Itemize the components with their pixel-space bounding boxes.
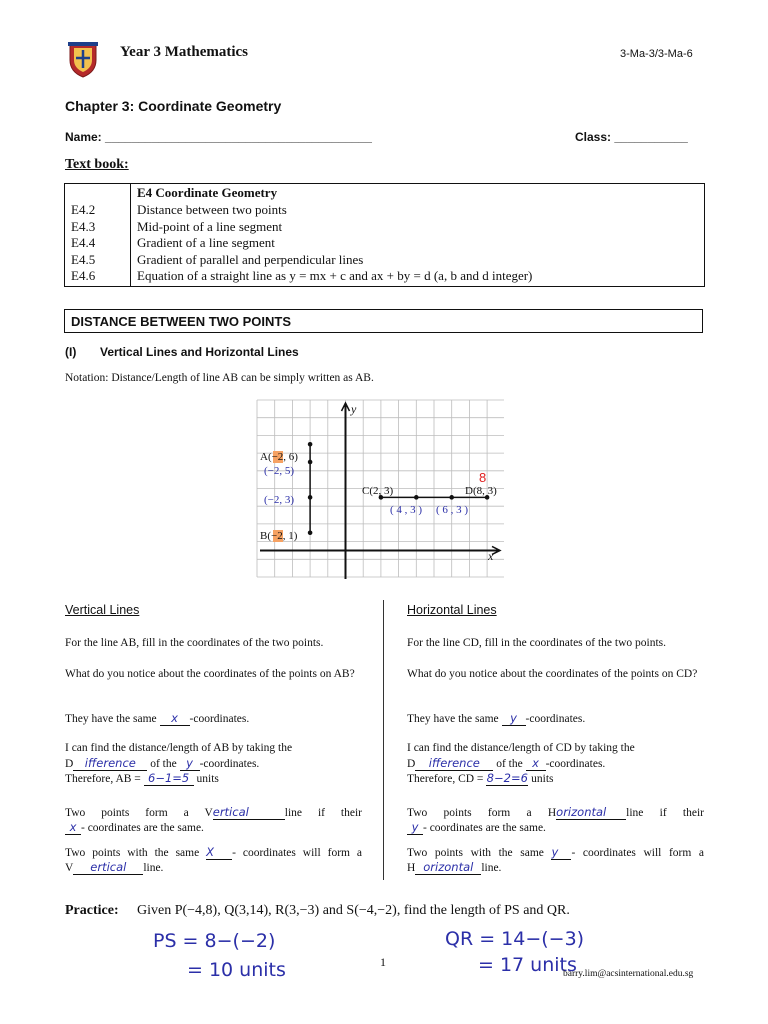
horizontal-p7-answer2[interactable]: orizontal [415, 860, 481, 875]
point-mid1 [414, 495, 419, 500]
name-field-label: Name: ________________________________________ [65, 130, 372, 144]
vertical-p6 [65, 805, 362, 835]
chapter-title: Chapter 3: Coordinate Geometry [65, 98, 282, 114]
vertical-p4-end: -coordinates. [199, 758, 260, 770]
textbook-heading: E4 Coordinate Geometry [137, 185, 278, 200]
textbook-code: E4.4 [71, 235, 96, 250]
x-axis-label: x [488, 549, 494, 563]
point-b [308, 530, 313, 535]
vertical-p4-of: of the [150, 758, 177, 770]
horizontal-p6-b: line if their [626, 807, 704, 819]
vertical-p4-answer2[interactable]: y [180, 756, 200, 771]
horizontal-p5-a: Therefore, CD = [407, 773, 484, 785]
vertical-p3-answer[interactable]: x [160, 711, 190, 726]
textbook-topic: Mid-point of a line segment [137, 218, 283, 234]
horizontal-p7 [407, 845, 704, 875]
vertical-p7-a: Two points with the same [65, 847, 200, 859]
horizontal-p3-b: -coordinates. [525, 713, 586, 725]
practice-label: Practice: [65, 903, 119, 918]
practice-qr-working-1: QR = 14−(−3) [445, 928, 585, 950]
horizontal-p6-answer[interactable]: orizontal [556, 805, 626, 820]
vertical-p4-answer1[interactable]: ifference [73, 756, 147, 771]
point-c-label: C(2, 3) [362, 485, 394, 497]
point-a-mid-label: (−2, 5) [264, 465, 295, 477]
horizontal-p6-a: Two points form a H [407, 807, 557, 819]
section-title: DISTANCE BETWEEN TWO POINTS [71, 314, 292, 329]
vertical-p5-b: units [196, 773, 219, 785]
vertical-p7-answer2[interactable]: ertical [73, 860, 143, 875]
horizontal-p4-d: D [407, 758, 416, 770]
textbook-table [64, 183, 705, 287]
point-b-label: B(−2, 1) [260, 530, 298, 542]
horizontal-p4-answer1[interactable]: ifference [415, 756, 493, 771]
y-axis-label: y [351, 402, 357, 416]
school-crest-logo [66, 40, 100, 78]
vertical-p3-b: -coordinates. [189, 713, 250, 725]
horizontal-p4-of: of the [496, 758, 523, 770]
practice-ps-working-2: = 10 units [187, 959, 286, 981]
horizontal-p3-a: They have the same [407, 713, 499, 725]
horizontal-p4-answer2[interactable]: x [526, 756, 546, 771]
point-a [308, 442, 313, 447]
vertical-p1: For the line AB, fill in the coordinates of the two points. [65, 637, 324, 649]
vertical-p6-b: line if their [284, 807, 362, 819]
point-a-label: A(−2, 6) [260, 451, 298, 463]
subsection-title: Vertical Lines and Horizontal Lines [100, 345, 299, 359]
vertical-p6-answer2[interactable]: x [65, 820, 81, 835]
vertical-p7-c: V [65, 862, 74, 874]
vertical-p3 [65, 711, 365, 726]
vertical-p6-answer[interactable]: ertical [213, 805, 285, 820]
vertical-p4-line1: I can find the distance/length of AB by taking the [65, 742, 293, 754]
horizontal-p7-d: line. [481, 862, 502, 874]
horizontal-p6-c: - coordinates are the same. [423, 822, 546, 834]
horizontal-p4-line2 [407, 756, 707, 771]
horizontal-p7-answer[interactable]: y [551, 845, 571, 860]
horizontal-p3 [407, 711, 707, 726]
point-a-mid2 [308, 495, 313, 500]
textbook-label: Text book: [65, 157, 129, 172]
course-title: Year 3 Mathematics [120, 44, 249, 60]
point-mid2 [449, 495, 454, 500]
midpoint-label-2: ( 6 , 3 ) [436, 504, 469, 516]
vertical-p5-answer[interactable]: 6−1=5 [144, 771, 194, 786]
vertical-p3-a: They have the same [65, 713, 157, 725]
practice-qr-working-2: = 17 units [478, 954, 577, 976]
practice-ps-working-1: PS = 8−(−2) [153, 930, 276, 952]
point-a-mid2-label: (−2, 3) [264, 494, 295, 506]
textbook-topic: Gradient of parallel and perpendicular lines [137, 251, 364, 267]
vertical-p7-b: - coordinates will form a [232, 847, 362, 859]
column-divider [383, 600, 384, 880]
vertical-p6-a: Two points form a V [65, 807, 213, 819]
textbook-code: E4.2 [71, 202, 96, 217]
horizontal-p5-b: units [531, 773, 554, 785]
horizontal-p4-line1: I can find the distance/length of CD by taking the [407, 742, 635, 754]
horizontal-p7-a: Two points with the same [407, 847, 544, 859]
footer-email: barry.lim@acsinternational.edu.sg [563, 969, 694, 979]
textbook-code: E4.6 [71, 268, 96, 283]
horizontal-p6 [407, 805, 704, 835]
point-d-label: D(8, 3) [465, 485, 497, 497]
class-field-label: Class: ___________ [575, 130, 688, 144]
vertical-p4-d: D [65, 758, 74, 770]
point-a-mid [308, 460, 313, 465]
vertical-p4-line2 [65, 756, 365, 771]
horizontal-p6-answer2[interactable]: y [407, 820, 423, 835]
horizontal-p1: For the line CD, fill in the coordinates of the two points. [407, 637, 667, 649]
horizontal-p5-answer[interactable]: 8−2=6 [486, 771, 528, 785]
vertical-p5-a: Therefore, AB = [65, 773, 141, 785]
horizontal-p4-end: -coordinates. [545, 758, 606, 770]
section-heading-box [64, 309, 703, 333]
horizontal-p2: What do you notice about the coordinates of the points on CD? [407, 668, 698, 680]
vertical-p7-answer[interactable]: X [206, 845, 232, 860]
textbook-code: E4.3 [71, 218, 96, 234]
vertical-p7-d: line. [143, 862, 164, 874]
midpoint-label-1: ( 4 , 3 ) [390, 504, 423, 516]
textbook-topic: Distance between two points [137, 202, 287, 217]
horizontal-p3-answer[interactable]: y [502, 711, 526, 726]
vertical-p2: What do you notice about the coordinates of the points on AB? [65, 668, 355, 680]
horizontal-p5 [407, 771, 707, 786]
horizontal-lines-heading: Horizontal Lines [407, 603, 497, 617]
textbook-code: E4.5 [71, 251, 96, 267]
vertical-lines-heading: Vertical Lines [65, 603, 140, 617]
textbook-topic: Equation of a straight line as y = mx + c and ax + by = d (a, b and d integer) [137, 268, 533, 283]
course-code: 3-Ma-3/3-Ma-6 [620, 48, 693, 60]
vertical-p5 [65, 771, 365, 786]
practice-question: Given P(−4,8), Q(3,14), R(3,−3) and S(−4,−2), find the length of PS and QR. [137, 903, 570, 918]
vertical-p7 [65, 845, 362, 875]
notation-text: Notation: Distance/Length of line AB can be simply written as AB. [65, 372, 374, 384]
horizontal-p7-c: H [407, 862, 416, 874]
textbook-topic: Gradient of a line segment [137, 235, 275, 250]
vertical-p6-c: - coordinates are the same. [81, 822, 204, 834]
horizontal-p7-b: - coordinates will form a [571, 847, 705, 859]
subsection-number: (I) [65, 345, 77, 359]
page-number: 1 [380, 955, 386, 969]
point-d-handwritten: 8 [479, 470, 487, 485]
